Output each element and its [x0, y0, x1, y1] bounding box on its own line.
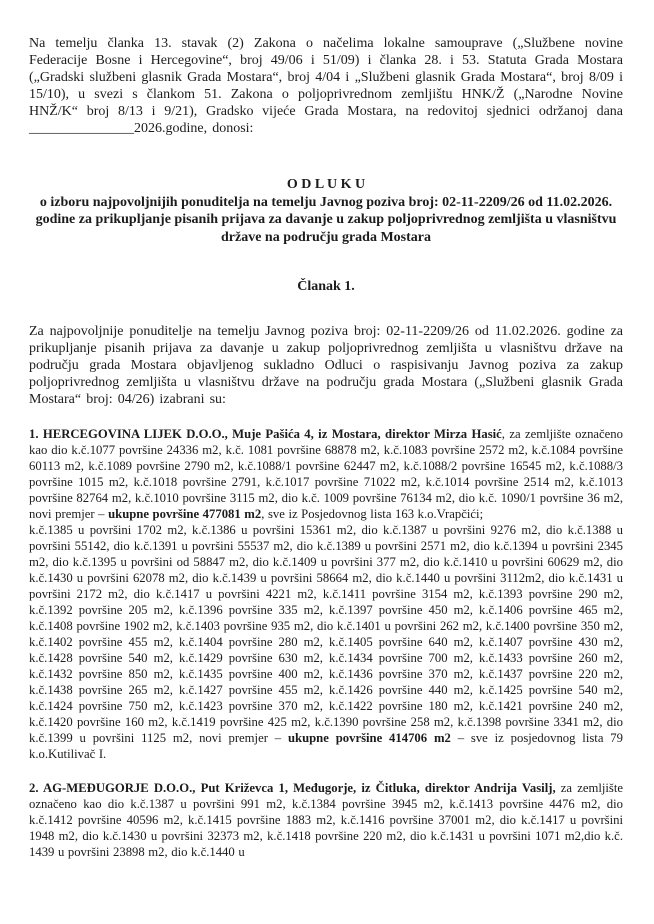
bidder-2-paragraph [29, 780, 623, 860]
bidder-1-parcels-b: k.č.1385 u površini 1702 m2, k.č.1386 u površini 15361 m2, dio k.č.1387 u površini 9276 m2, dio k.č.1388 u površini 55142, dio k.č.1391 u površini 55537 m2, dio k.č.1389 u površini 2571 m2, dio k.č.1394 u površini 2345 m2, dio k.č.1395 u površini od 58847 m2, dio k.č.1409 u površini 377 m2, dio k.č.1410 u površini 60629 m2, dio k.č.1430 u površini 62078 m2, dio k.č.1439 u površini 58664 m2, dio k.č.1440 u površini 3112m2, dio k.č.1431 u površini 2172 m2, dio k.č.1417 u površini 4221 m2, k.č.1411 površine 3154 m2, k.č.1393 površine 290 m2, k.č.1392 površine 205 m2, k.č.1396 površine 335 m2, k.č.1397 površine 450 m2, k.č.1406 površine 465 m2, k.č.1408 površine 1902 m2, k.č.1403 površine 935 m2, dio k.č.1401 u površini 262 m2, k.č.1400 površine 350 m2, k.č.1402 površine 455 m2, k.č.1404 površine 280 m2, k.č.1405 površine 640 m2, k.č.1407 površine 430 m2, k.č.1428 površine 540 m2, k.č.1429 površine 630 m2, k.č.1434 površine 700 m2, k.č.1433 površine 260 m2, k.č.1432 površine 850 m2, k.č.1435 površine 400 m2, k.č.1436 površine 370 m2, k.č.1437 površine 220 m2, k.č.1438 površine 265 m2, k.č.1427 površine 455 m2, k.č.1426 površine 440 m2, k.č.1425 površine 540 m2, k.č.1424 površine 750 m2, k.č.1423 površine 370 m2, k.č.1422 površine 180 m2, k.č.1421 površine 240 m2, k.č.1420 površine 160 m2, k.č.1419 površine 425 m2, k.č.1390 površine 258 m2, k.č.1398 površine 3341 m2, dio k.č.1399 u površini 1125 m2, novi premjer – [29, 523, 623, 745]
preamble-paragraph: Na temelju članka 13. stavak (2) Zakona o načelima lokalne samouprave („Službene novine Federacije Bosne i Hercegovine“, broj 49/06 i 51/09) i članka 28. i 53. Statuta Grada Mostara („Gradski službeni glasnik Grada Mostara“, broj 4/04 i „Službeni glasnik Grada Mostara“, broj 8/09 i 15/10), u svezi s člankom 51. Zakona o poljoprivrednom zemljištu HNK/Ž („Narodne Novine HNŽ/K“ broj 8/13 i 9/21), Gradsko vijeće Grada Mostara, na redovitoj sjednici održanoj dana _______________2026.godine, donosi: [29, 36, 623, 136]
article-1-heading: Članak 1. [297, 279, 355, 294]
article-1-intro-paragraph: Za najpovoljnije ponuditelje na temelju Javnog poziva broj: 02-11-2209/26 od 11.02.2026. godine za prikupljanje pisanih prijava za davanje u zakup poljoprivrednog zemljišta u vlasništvu države na području grada Mostara objavljenog sukladno Odluci o raspisivanju Javnog poziva za zakup poljoprivrednog zemljišta u vlasništvu države na području grada Mostara („Službeni glasnik Grada Mostara“ broj: 04/26) izabrani su: [29, 324, 623, 407]
bidder-1-parcels-a: , za zemljište označeno kao dio k.č.1077 površine 24336 m2, k.č. 1081 površine 68878 m2, k.č.1083 površine 2572 m2, k.č.1084 površine 60113 m2, k.č.1089 površine 2790 m2, k.č.1088/1 površine 62447 m2, k.č.1088/2 površine 16545 m2, k.č.1088/3 površine 1015 m2, k.č.1018 površine 2791, k.č.1017 površine 71022 m2, k.č.1014 površine 2514 m2, k.č.1013 površine 82764 m2, k.č.1010 površine 3115 m2, dio k.č. 1009 površine 76134 m2, dio k.č. 1090/1 površine 36 m2, novi premjer – [29, 427, 623, 521]
decision-heading: O D L U K U [286, 177, 366, 192]
bidder-2-parcels: za zemljište označeno kao dio k.č.1387 u površini 991 m2, k.č.1384 površine 3945 m2, k.č.1413 površine 4476 m2, dio k.č.1412 površine 40596 m2, k.č.1415 površine 1883 m2, k.č.1416 površine 37001 m2, dio k.č.1417 u površini 1948 m2, dio k.č.1430 u površini 32373 m2, k.č.1418 površine 220 m2, dio k.č.1431 u površini 1071 m2,dio k.č. 1439 u površini 23898 m2, dio k.č.1440 u [29, 781, 623, 859]
bidder-1-tail-a: , sve iz Posjedovnog lista 163 k.o.Vrapčići; [261, 507, 484, 521]
decision-title-block [29, 176, 623, 246]
bidder-2-name: 2. AG-MEĐUGORJE D.O.O., Put Križevca 1, Međugorje, iz Čitluka, direktor Andrija Vasilj, [29, 781, 556, 795]
bidder-1-name: 1. HERCEGOVINA LIJEK D.O.O., Muje Pašića 4, iz Mostara, direktor Mirza Hasić [29, 427, 502, 441]
bidder-1-total-b: ukupne površine 414706 m2 [287, 731, 451, 745]
bidder-1-tail-b: – sve iz posjedovnog lista 79 k.o.Kutilivač I. [29, 731, 623, 761]
bidder-1-paragraph [29, 426, 623, 762]
decision-subtitle: o izboru najpovoljnijih ponuditelja na temelju Javnog poziva broj: 02-11-2209/26 od 11.02.2026. godine za prikupljanje pisanih prijava za davanje u zakup poljoprivrednog zemljišta u vlasništvu države na području grada Mostara [35, 194, 617, 245]
bidder-1-total-a: ukupne površine 477081 m2 [108, 507, 262, 521]
